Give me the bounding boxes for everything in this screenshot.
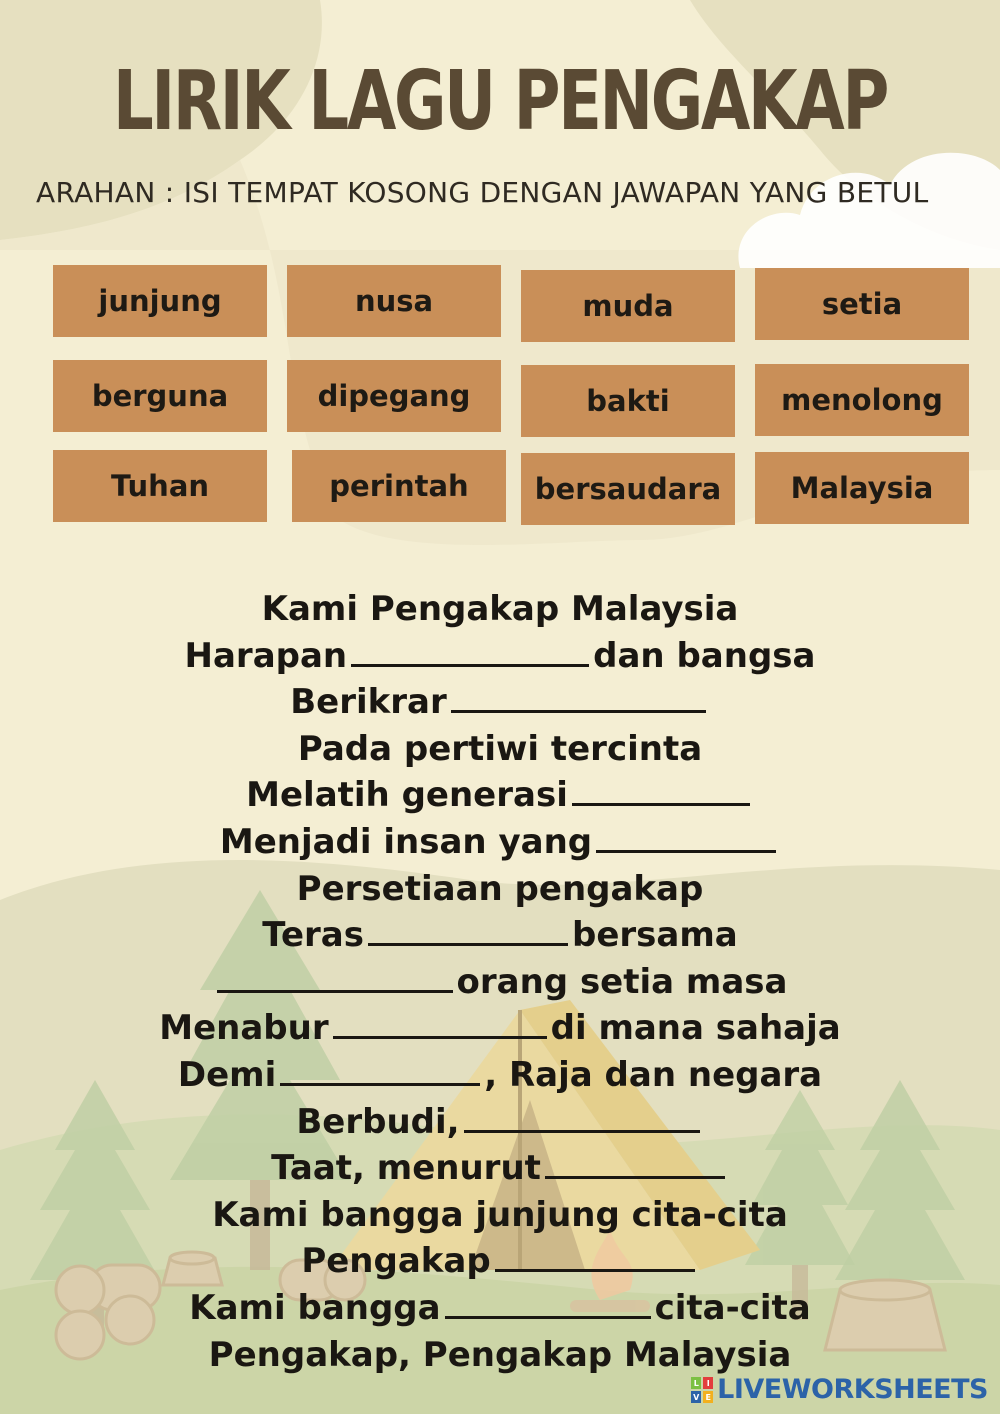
answer-blank[interactable]	[217, 960, 453, 993]
word-option-perintah[interactable]: perintah	[292, 450, 506, 522]
lyric-line	[0, 679, 1000, 726]
lyric-line	[0, 1145, 1000, 1192]
lyric-line	[0, 633, 1000, 680]
word-option-setia[interactable]: setia	[755, 268, 969, 340]
answer-blank[interactable]	[572, 773, 750, 806]
brand-name: LIVEWORKSHEETS	[717, 1374, 988, 1405]
answer-blank[interactable]	[445, 1286, 651, 1319]
lyric-line	[0, 772, 1000, 819]
lyric-line	[0, 1099, 1000, 1146]
lyric-text-before: Berikrar	[290, 682, 447, 723]
answer-blank[interactable]	[596, 820, 776, 853]
lyric-line	[0, 586, 1000, 633]
answer-blank[interactable]	[351, 634, 589, 667]
word-bank	[0, 0, 1000, 560]
lyric-text-after: orang setia masa	[456, 961, 788, 1002]
answer-blank[interactable]	[495, 1239, 695, 1272]
logo-letter-1: L	[693, 1378, 699, 1388]
lyric-text-after: cita-cita	[654, 1287, 811, 1328]
logo-letter-2: I	[706, 1378, 710, 1388]
word-option-tuhan[interactable]: Tuhan	[53, 450, 267, 522]
lyric-text-before: Pengakap	[301, 1241, 491, 1282]
lyric-line	[0, 1285, 1000, 1332]
lyric-text-after: dan bangsa	[593, 635, 816, 676]
lyric-text-before: Melatih generasi	[246, 775, 568, 816]
page-title: LIRIK LAGU PENGAKAP	[113, 54, 887, 149]
instruction-text: ARAHAN : ISI TEMPAT KOSONG DENGAN JAWAPAN YANG BETUL	[36, 176, 929, 209]
lyric-line	[0, 866, 1000, 913]
lyric-text-after: di mana sahaja	[550, 1008, 841, 1049]
answer-blank[interactable]	[545, 1146, 725, 1179]
word-option-bakti[interactable]: bakti	[521, 365, 735, 437]
word-option-dipegang[interactable]: dipegang	[287, 360, 501, 432]
answer-blank[interactable]	[333, 1006, 547, 1039]
lyric-text-before: Pada pertiwi tercinta	[297, 728, 703, 769]
word-option-nusa[interactable]: nusa	[287, 265, 501, 337]
word-option-berguna[interactable]: berguna	[53, 360, 267, 432]
lyric-text-before: Kami bangga junjung cita-cita	[212, 1194, 788, 1235]
answer-blank[interactable]	[280, 1053, 480, 1086]
lyric-text-after: bersama	[571, 915, 738, 956]
lyric-line	[0, 726, 1000, 773]
lyric-text-before: Demi	[177, 1054, 277, 1095]
lyric-text-before: Menjadi insan yang	[219, 821, 593, 862]
lyric-line	[0, 1005, 1000, 1052]
lyric-line	[0, 1192, 1000, 1239]
word-option-muda[interactable]: muda	[521, 270, 735, 342]
lyric-text-before: Harapan	[184, 635, 348, 676]
logo-letter-3: V	[693, 1392, 700, 1402]
lyric-line	[0, 819, 1000, 866]
word-option-menolong[interactable]: menolong	[755, 364, 969, 436]
lyric-text-before: Taat, menurut	[271, 1148, 541, 1189]
lyric-line	[0, 959, 1000, 1006]
lyric-line	[0, 1238, 1000, 1285]
lyric-text-before: Pengakap, Pengakap Malaysia	[208, 1334, 792, 1375]
lyric-line	[0, 1052, 1000, 1099]
lyric-line	[0, 1332, 1000, 1379]
liveworksheets-brand	[691, 1374, 988, 1405]
word-option-junjung[interactable]: junjung	[53, 265, 267, 337]
answer-blank[interactable]	[368, 913, 568, 946]
lyric-text-before: Kami bangga	[189, 1287, 441, 1328]
lyric-text-before: Kami Pengakap Malaysia	[261, 589, 739, 629]
answer-blank[interactable]	[451, 680, 706, 713]
word-option-malaysia[interactable]: Malaysia	[755, 452, 969, 524]
lyric-text-before: Menabur	[159, 1008, 329, 1049]
lyric-text-before: Persetiaan pengakap	[296, 868, 704, 909]
word-option-bersaudara[interactable]: bersaudara	[521, 453, 735, 525]
liveworksheets-logo-icon	[691, 1377, 713, 1403]
lyrics-block	[0, 586, 1000, 1378]
logo-letter-4: E	[705, 1392, 711, 1402]
lyric-line	[0, 912, 1000, 959]
lyric-text-after: , Raja dan negara	[484, 1054, 823, 1095]
lyric-text-before: Berbudi,	[296, 1101, 460, 1142]
lyric-text-before: Teras	[262, 915, 364, 956]
answer-blank[interactable]	[464, 1100, 700, 1133]
